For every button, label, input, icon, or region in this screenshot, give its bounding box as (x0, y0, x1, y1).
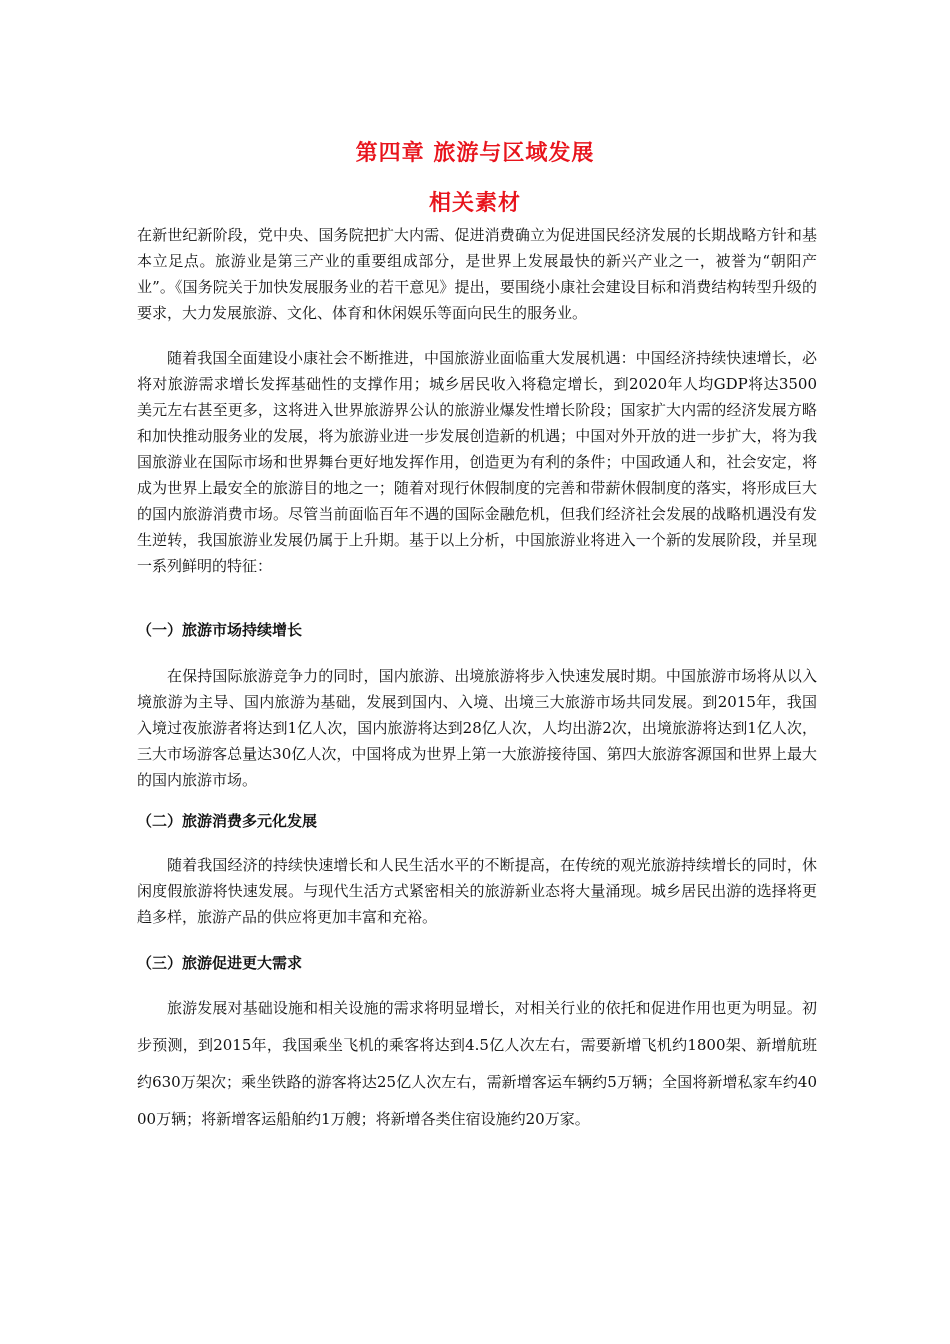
chapter-subtitle: 相关素材 (428, 191, 521, 216)
section-body-market-growth: 在保持国际旅游竞争力的同时，国内旅游、出境旅游将步入快速发展时期。中国旅游市场将从以入境旅游为主导、国内旅游为基础，发展到国内、入境、出境三大旅游市场共同发展。到2015年，我国入境过夜旅游者将达到1亿人次，国内旅游将达到28亿人次，人均出游2次，出境旅游将达到1亿人次，三大市场游客总量达30亿人次，中国将成为世界上第一大旅游接待国、第四大旅游客源国和世界上最大的国内旅游市场。 (137, 667, 817, 789)
section-body-consumption-diversity: 随着我国经济的持续快速增长和人民生活水平的不断提高，在传统的观光旅游持续增长的同时，休闲度假旅游将快速发展。与现代生活方式紧密相关的旅游新业态将大量涌现。城乡居民出游的选择将更趋多样，旅游产品的供应将更加丰富和充裕。 (137, 856, 817, 926)
intro-paragraph: 在新世纪新阶段，党中央、国务院把扩大内需、促进消费确立为促进国民经济发展的长期战略方针和基本立足点。旅游业是第三产业的重要组成部分，是世界上发展最快的新兴产业之一，被誉为“朝阳产业”。《国务院关于加快发展服务业的若干意见》提出，要围绕小康社会建设目标和消费结构转型升级的要求，大力发展旅游、文化、体育和休闲娱乐等面向民生的服务业。 (137, 226, 817, 322)
section-heading-consumption-diversity: （二）旅游消费多元化发展 (137, 812, 318, 830)
section-heading-market-growth: （一）旅游市场持续增长 (137, 621, 303, 639)
opportunity-paragraph: 随着我国全面建设小康社会不断推进，中国旅游业面临重大发展机遇：中国经济持续快速增长，必将对旅游需求增长发挥基础性的支撑作用；城乡居民收入将稳定增长，到2020年人均GDP将达3500美元左右甚至更多，这将进入世界旅游界公认的旅游业爆发性增长阶段；国家扩大内需的经济发展方略和加快推动服务业的发展，将为旅游业进一步发展创造新的机遇；中国对外开放的进一步扩大，将为我国旅游业在国际市场和世界舞台更好地发挥作用，创造更为有利的条件；中国政通人和，社会安定，将成为世界上最安全的旅游目的地之一；随着对现行休假制度的完善和带薪休假制度的落实，将形成巨大的国内旅游消费市场。尽管当前面临百年不遇的国际金融危机，但我们经济社会发展的战略机遇没有发生逆转，我国旅游业发展仍属于上升期。基于以上分析，中国旅游业将进入一个新的发展阶段，并呈现一系列鲜明的特征： (137, 349, 817, 575)
chapter-title: 第四章 旅游与区域发展 (355, 141, 595, 166)
section-heading-demand-promotion: （三）旅游促进更大需求 (137, 954, 303, 972)
section-body-demand-promotion: 旅游发展对基础设施和相关设施的需求将明显增长，对相关行业的依托和促进作用也更为明显。初步预测，到2015年，我国乘坐飞机的乘客将达到4.5亿人次左右，需要新增飞机约1800架、新增航班约630万架次；乘坐铁路的游客将达25亿人次左右，需新增客运车辆约5万辆；全国将新增私家车约4000万辆；将新增客运船舶约1万艘；将新增各类住宿设施约20万家。 (137, 999, 817, 1128)
